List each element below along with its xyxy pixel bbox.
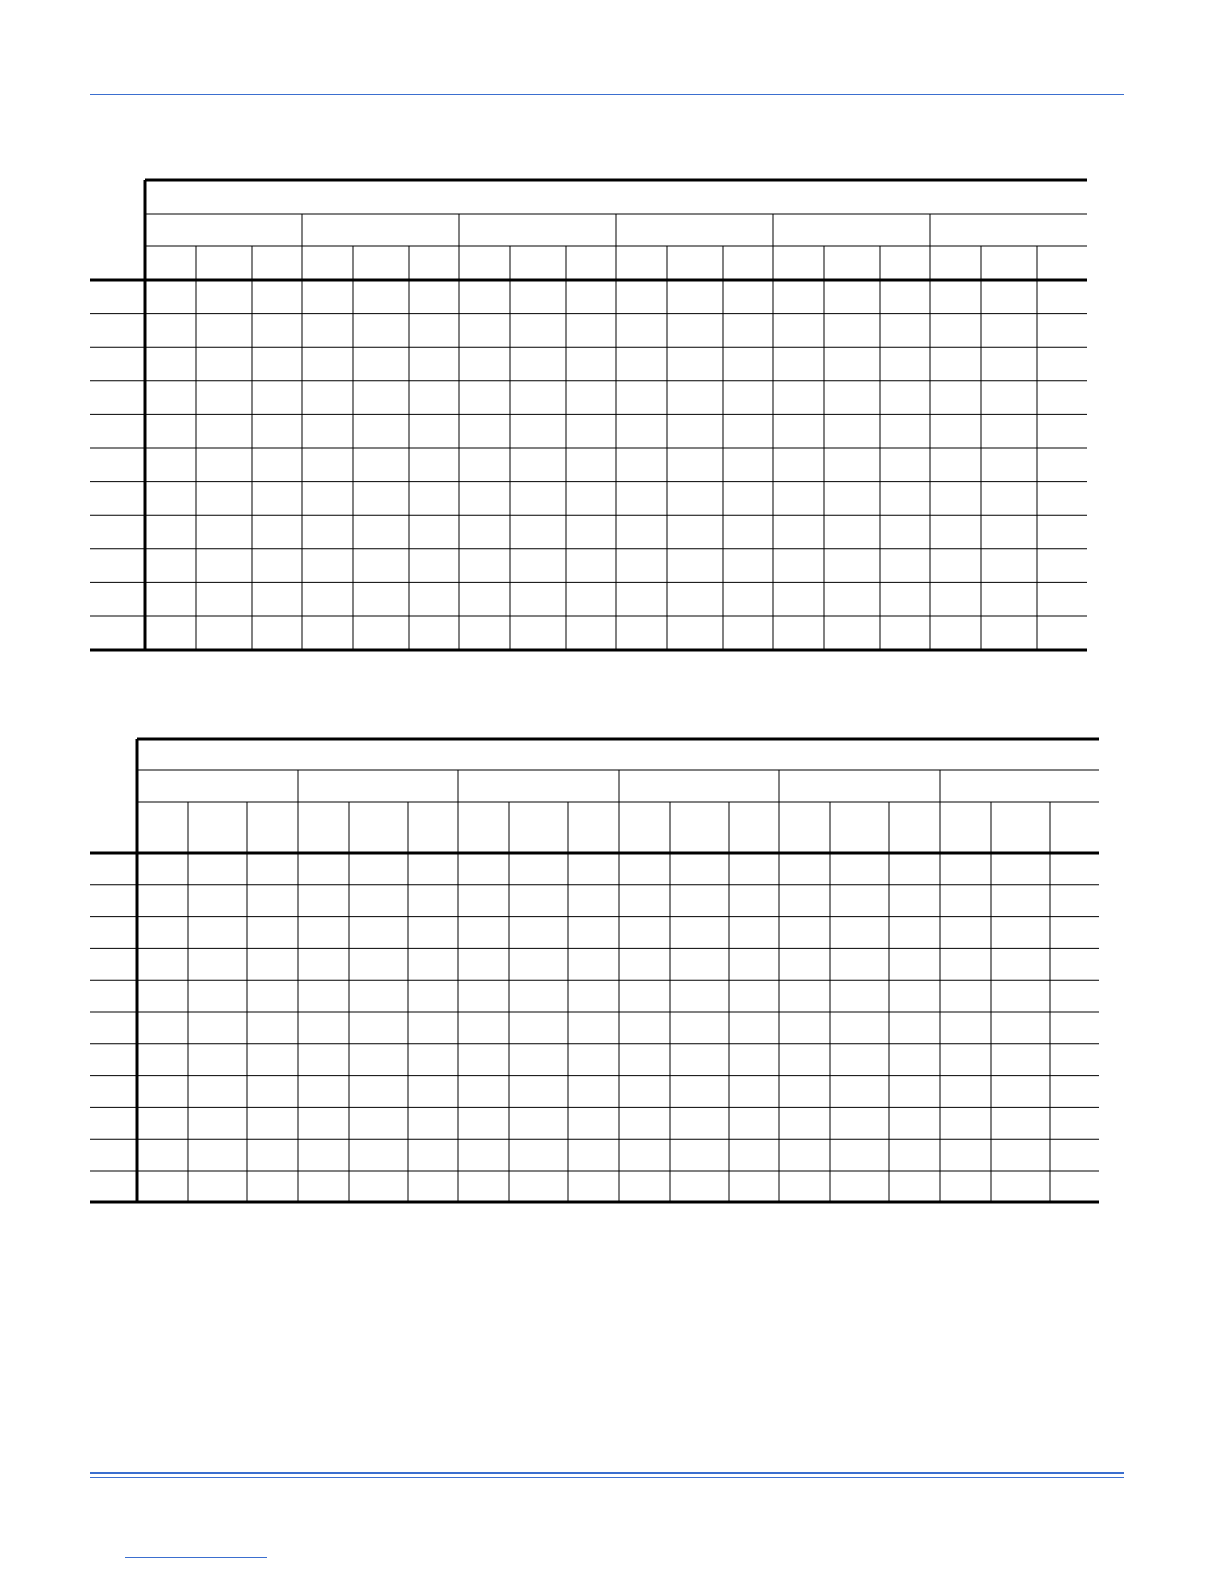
footer-underline bbox=[125, 1557, 267, 1558]
footer-rule-thick bbox=[90, 1472, 1124, 1474]
footer-rule-thin bbox=[90, 1477, 1124, 1478]
